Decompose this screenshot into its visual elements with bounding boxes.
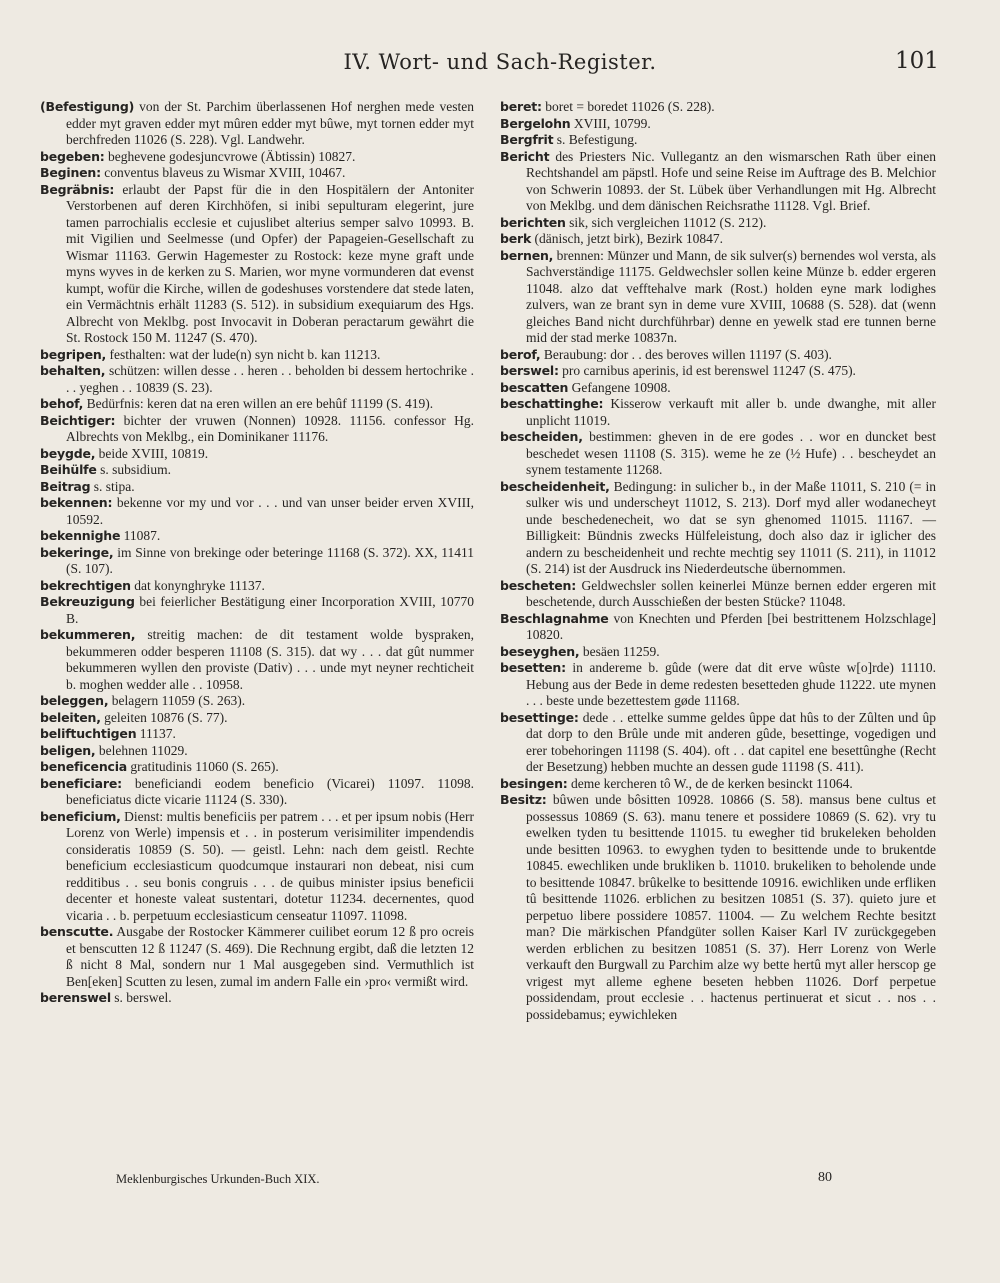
- page-number: 101: [895, 48, 939, 74]
- entry-text: Beraubung: dor . . des beroves willen 11197 (S. 403).: [540, 346, 832, 362]
- entry-text: 11137.: [136, 726, 176, 741]
- entry-headword: Beginen:: [40, 165, 101, 180]
- entry-headword: benscutte.: [40, 924, 114, 939]
- entry-headword: bekennighe: [40, 528, 121, 543]
- entry-text: deme kercheren tô W., de de kerken besinckt 11064.: [567, 775, 853, 791]
- entry-text: Geldwechsler sollen keinerlei Münze bernen edder ergeren mit beschetende, durch Ausschießen der besten Stücke? 11048.: [526, 577, 936, 609]
- register-entry: [40, 495, 474, 528]
- register-entry: [40, 776, 474, 809]
- entry-text: (dänisch, jetzt birk), Bezirk 10847.: [531, 231, 724, 246]
- entry-headword: berk: [500, 231, 532, 246]
- register-entry: [500, 776, 936, 793]
- entry-headword: beneficiare:: [40, 775, 122, 791]
- entry-headword: bescheiden,: [500, 429, 583, 444]
- register-entry: [500, 710, 936, 776]
- register-entry: [40, 594, 474, 627]
- register-entry: [40, 149, 474, 166]
- entry-headword: Beschlagnahme: [500, 610, 609, 626]
- entry-headword: Bergfrit: [500, 132, 554, 147]
- entry-headword: Beichtiger:: [40, 412, 116, 428]
- entry-headword: begeben:: [40, 148, 105, 164]
- register-entry: [500, 215, 936, 232]
- entry-headword: beligen,: [40, 742, 96, 758]
- entry-headword: beleggen,: [40, 693, 109, 708]
- entry-text: erlaubt der Papst für die in den Hospitälern der Antoniter Verstorbenen auf deren Kirchhöfen, si inibi sepulturam elegerint, jure tamen parrochialis ecclesie et cujuslibet alterius semper salvo 10993. B. mit Vigilien und Seelmesse (und Opfer) der Papageien-Gesellschaft zu Wismar 11163. Gerwin Hagemester zu Rostock: keze myne graft unde myns wyves in de kerken zu S. Marien, wor myne vormunderen dat evenst kumpt, wofür die Kirche, willen de godeshuses vorstendere dat stede laten, ein Vermächtnis erhält 11283 (S. 512). in subsidium exequiarum des Hgs. Albrecht von Meklbg. post Invocavit in Doberan peractarum gewährt die St. Rostock 150 M. 11247 (S. 470).: [66, 181, 474, 345]
- entry-headword: besetten:: [500, 660, 566, 675]
- entry-headword: beseyghen,: [500, 643, 580, 659]
- entry-text: dat konynghryke 11137.: [130, 577, 265, 593]
- entry-text: von der St. Parchim überlassenen Hof nerghen mede vesten edder myt graven edder myt mûren edder myt bûwe, myt tornen edder myt berchfreden 11026 (S. 228). Vgl. Landwehr.: [66, 99, 474, 147]
- register-entry: [500, 132, 936, 149]
- entry-text: s. stipa.: [90, 478, 135, 494]
- footer-sheet-number: 80: [818, 1170, 832, 1185]
- register-entry: [40, 528, 474, 545]
- entry-headword: bescheten:: [500, 577, 577, 593]
- entry-text: belagern 11059 (S. 263).: [108, 693, 246, 708]
- entry-headword: Bergelohn: [500, 115, 571, 131]
- entry-text: von Knechten und Pferden [bei bestrittenem Holzschlage] 10820.: [526, 610, 936, 642]
- register-entry: [40, 809, 474, 925]
- register-entry: [40, 545, 474, 578]
- register-entry: [40, 182, 474, 347]
- register-entry: [40, 759, 474, 776]
- entry-text: besäen 11259.: [579, 643, 660, 659]
- register-entry: [500, 578, 936, 611]
- register-entry: [500, 644, 936, 661]
- entry-text: im Sinne von brekinge oder beteringe 11168 (S. 372). XX, 11411 (S. 107).: [66, 544, 474, 576]
- register-entry: [40, 347, 474, 364]
- entry-headword: bernen,: [500, 247, 554, 263]
- entry-text: dede . . ettelke summe geldes ûppe dat hûs to der Zûlten und ûp dat dorp to den Brûle unde mit anderen gûde, besettinge, vogedigen und erer tobehoringen 11198 (S. 404). oft . . dat capitel ene besettûnghe (Recht der Besetzung) hebben muchte an dessen gude 11198 (S. 411).: [526, 709, 936, 774]
- register-entry: [40, 693, 474, 710]
- register-entry: [40, 726, 474, 743]
- entry-text: des Priesters Nic. Vullegantz an den wismarschen Rath über einen Rechtshandel am päpstl. Hofe und seine Reise im Auftrage des B. Melchior von Schwerin 10893. der St. Lübek über Verhandlungen mit Hg. Albrecht von Meklbg. und dem dänischen Reichsrathe 11128. Vgl. Brief.: [526, 148, 936, 213]
- entry-headword: Beihülfe: [40, 462, 97, 477]
- entry-headword: berichten: [500, 214, 566, 230]
- register-entry: [500, 479, 936, 578]
- register-entry: [40, 413, 474, 446]
- register-entry: [40, 363, 474, 396]
- entry-text: conventus blaveus zu Wismar XVIII, 10467.: [100, 165, 346, 180]
- entry-text: s. berswel.: [110, 990, 172, 1005]
- entry-text: XVIII, 10799.: [570, 115, 651, 131]
- entry-headword: beleiten,: [40, 709, 101, 725]
- entry-headword: bekennen:: [40, 495, 113, 510]
- register-entry: [500, 792, 936, 1023]
- footer-book-title: Meklenburgisches Urkunden-Buch XIX.: [116, 1172, 320, 1186]
- entry-text: Gefangene 10908.: [568, 379, 671, 395]
- right-column: [500, 99, 936, 1023]
- entry-headword: beliftuchtigen: [40, 726, 137, 741]
- entry-headword: bescheidenheit,: [500, 478, 610, 494]
- entry-headword: behalten,: [40, 363, 106, 378]
- entry-text: gratitudinis 11060 (S. 265).: [127, 759, 279, 774]
- entry-text: Bedingung: in sulicher b., in der Maße 11011, S. 210 (= in sulker wis und underscheyt 11012, S. 213). Dorf myd aller wodanecheyt unde beschedenecheit, wo dat se syn ghenomed 11015. 11167. — Billigkeit: Bündnis zwecks Hülfeleistung, doch also daz ir iglicher des andern zu bescheidenheit und rechte mechtig sey 11011 (S. 211), in 11012 (S. 214) ist der Ausdruck ins Niederdeutsche übernommen.: [526, 478, 936, 576]
- register-entry: [500, 231, 936, 248]
- entry-text: beide XVIII, 10819.: [95, 445, 209, 461]
- entry-text: Kisserow verkauft mit aller b. unde dwanghe, mit aller unplicht 11019.: [526, 396, 936, 428]
- entry-headword: bescatten: [500, 379, 569, 395]
- entry-text: beneficiandi eodem beneficio (Vicarei) 11097. 11098. beneficiatus dicte vicarie 11124 (S. 330).: [66, 775, 474, 807]
- entry-headword: besingen:: [500, 775, 568, 791]
- entry-text: Ausgabe der Rostocker Kämmerer cuilibet eorum 12 ß pro ocreis et benscutten 12 ß 11247 (S. 469). Die Rechnung ergibt, daß die letzten 12 ß nicht 8 Mal, sondern nur 1 Mal ausgegeben sind. Vermuthlich ist Ben[eken] Scutten zu lesen, zumal im andern Falle ein ›pro‹ vermißt wird.: [66, 924, 474, 989]
- entry-text: bekenne vor my und vor . . . und van unser beider erven XVIII, 10592.: [66, 495, 474, 527]
- entry-headword: beygde,: [40, 445, 96, 461]
- entry-headword: bekeringe,: [40, 544, 114, 560]
- entry-headword: berenswel: [40, 990, 111, 1005]
- entry-text: boret = boredet 11026 (S. 228).: [541, 99, 715, 114]
- register-entry: [500, 116, 936, 133]
- register-entry: [40, 710, 474, 727]
- entry-headword: Begräbnis:: [40, 181, 115, 197]
- entry-text: schützen: willen desse . . heren . . beholden bi dessem hertochrike . . . yeghen . . 10839 (S. 23).: [66, 363, 474, 395]
- register-entry: [40, 479, 474, 496]
- entry-text: bestimmen: gheven in de ere godes . . wor en duncket best beschedet wesen 11108 (S. 315). weme he ze (½ Hufe) . . bescheydet an synem testamente 11268.: [526, 429, 936, 477]
- register-entry: [500, 660, 936, 710]
- register-entry: [40, 462, 474, 479]
- register-entry: [500, 429, 936, 479]
- register-entry: [500, 149, 936, 215]
- register-entry: [40, 627, 474, 693]
- entry-text: s. subsidium.: [96, 462, 171, 477]
- entry-text: beghevene godesjuncvrowe (Äbtissin) 10827.: [104, 148, 356, 164]
- left-column: [40, 99, 474, 1007]
- register-entry: [500, 396, 936, 429]
- entry-headword: (Befestigung): [40, 99, 135, 114]
- entry-text: belehnen 11029.: [95, 742, 188, 758]
- register-entry: [500, 380, 936, 397]
- register-entry: [500, 347, 936, 364]
- entry-text: streitig machen: de dit testament wolde byspraken, bekummeren odder besperen 11108 (S. 315). dat wy . . . dat gût nummer bekummeren wyllen den proviste (Dativ) . . . unde myt neyner rechticheit b. moghen wedder alle . . 10958.: [66, 627, 474, 692]
- entry-headword: Beitrag: [40, 478, 91, 494]
- entry-headword: beret:: [500, 99, 542, 114]
- entry-text: festhalten: wat der lude(n) syn nicht b. kan 11213.: [106, 346, 381, 362]
- entry-headword: Bekreuzigung: [40, 594, 135, 609]
- entry-headword: bekrechtigen: [40, 577, 131, 593]
- entry-text: brennen: Münzer und Mann, de sik sulver(s) bernendes wol versta, als Sachverständige 11175. Geldwechsler sollen keine Münze b. edder ergeren 11048. alzo dat vefftehalve mark (Rost.) holden eyne mark lodighes zulvers, wan ze brant syn in deme vure XVIII, 10688 (S. 528). dat (wenn gleiches Band nicht durchführbar) denne en yewelk stad ere tunnen berne mid der stad merke 10837n.: [526, 247, 936, 345]
- entry-headword: beneficencia: [40, 759, 128, 774]
- register-entry: [40, 578, 474, 595]
- entry-headword: berof,: [500, 346, 541, 362]
- entry-headword: Besitz:: [500, 792, 547, 807]
- entry-headword: begripen,: [40, 346, 107, 362]
- register-entry: [40, 165, 474, 182]
- entry-headword: berswel:: [500, 363, 559, 378]
- entry-text: in andereme b. gûde (were dat dit erve wûste w[o]rde) 11110. Hebung aus der Bede in deme redesten besetteden ghude 11222. ute mynen . . . beste unde bezettestem gøde 11168.: [526, 660, 936, 708]
- register-entry: [500, 99, 936, 116]
- entry-text: bichter der vruwen (Nonnen) 10928. 11156. confessor Hg. Albrechts von Meklbg., ein Dominikaner 11176.: [66, 412, 474, 444]
- entry-headword: beneficium,: [40, 808, 121, 824]
- entry-headword: bekummeren,: [40, 627, 136, 642]
- register-entry: [40, 396, 474, 413]
- register-entry: [40, 924, 474, 990]
- entry-headword: beschattinghe:: [500, 396, 604, 411]
- entry-text: bei feierlicher Bestätigung einer Incorporation XVIII, 10770 B.: [66, 594, 474, 626]
- entry-headword: Bericht: [500, 148, 550, 164]
- register-entry: [500, 363, 936, 380]
- register-entry: [40, 990, 474, 1007]
- entry-headword: behof,: [40, 396, 84, 411]
- entry-text: 11087.: [120, 528, 161, 543]
- running-title: IV. Wort- und Sach-Register.: [343, 50, 657, 74]
- entry-text: geleiten 10876 (S. 77).: [100, 709, 228, 725]
- entry-text: bûwen unde bôsitten 10928. 10866 (S. 58). mansus bene cultus et possessus 10869 (S. 63). manu tenere et possidere 10869 (S. 62). vry tu ewelken tyden tu besittende 11015. tu ewegher tid brukeleken beholden unde besitten 10963. to ewyghen tyden to besittende unde to brukentde 10845. ewechliken unde brukliken b. 11010. brukeliken to beholende unde to besittende 10847. brûkelke to besittende 10916. ewichliken unde erfliken tû besittende 11026. erblichen zu besitzen 10851 (S. 37). quieto jure et perpetuo libere possidere 10857. 11004. — Zu welchem Rechte besitzt man? Die märkischen Pfandgüter sollen Kaiser Karl IV zurückgegeben werden erblichen zu besitzen 10851 (S. 37). Herr Lorenz von Werle verkauft den Burgwall zu Parchim alze wy bette hertû myt aller herscop ge vrigest myt alleme eghene beseten hebben 11026. Dorf perpetue possidendam, prout ecclesie . . hactenus pertinuerat et sicut . . nos . . possidebamus; eywichleken: [526, 792, 936, 1022]
- entry-text: pro carnibus aperinis, id est berenswel 11247 (S. 475).: [558, 363, 856, 378]
- register-entry: [500, 611, 936, 644]
- register-entry: [40, 743, 474, 760]
- entry-headword: besettinge:: [500, 709, 579, 725]
- entry-text: sik, sich vergleichen 11012 (S. 212).: [565, 214, 767, 230]
- register-entry: [40, 99, 474, 149]
- entry-text: Bedürfnis: keren dat na eren willen an ere behûf 11199 (S. 419).: [83, 396, 434, 411]
- entry-text: s. Befestigung.: [553, 132, 638, 147]
- entry-text: Dienst: multis beneficiis per patrem . . . et per ipsum nobis (Herr Lorenz von Werle) impensis et . . in posterum verisimiliter impendendis consideratis 10859 (S. 50). — geistl. Lehn: nach dem geistl. Rechte beneficium ecclesiasticum quodcumque instaurari non debeat, nisi cum redditibus . . seu bonis congruis . . . de quibus minister ipsius beneficii decenter et honeste valeat sustentari, dotetur 11234. decernentes, quod vicaria . . b. perpetuum ecclesiasticum censeatur 11097. 11098.: [66, 808, 474, 923]
- register-entry: [40, 446, 474, 463]
- register-entry: [500, 248, 936, 347]
